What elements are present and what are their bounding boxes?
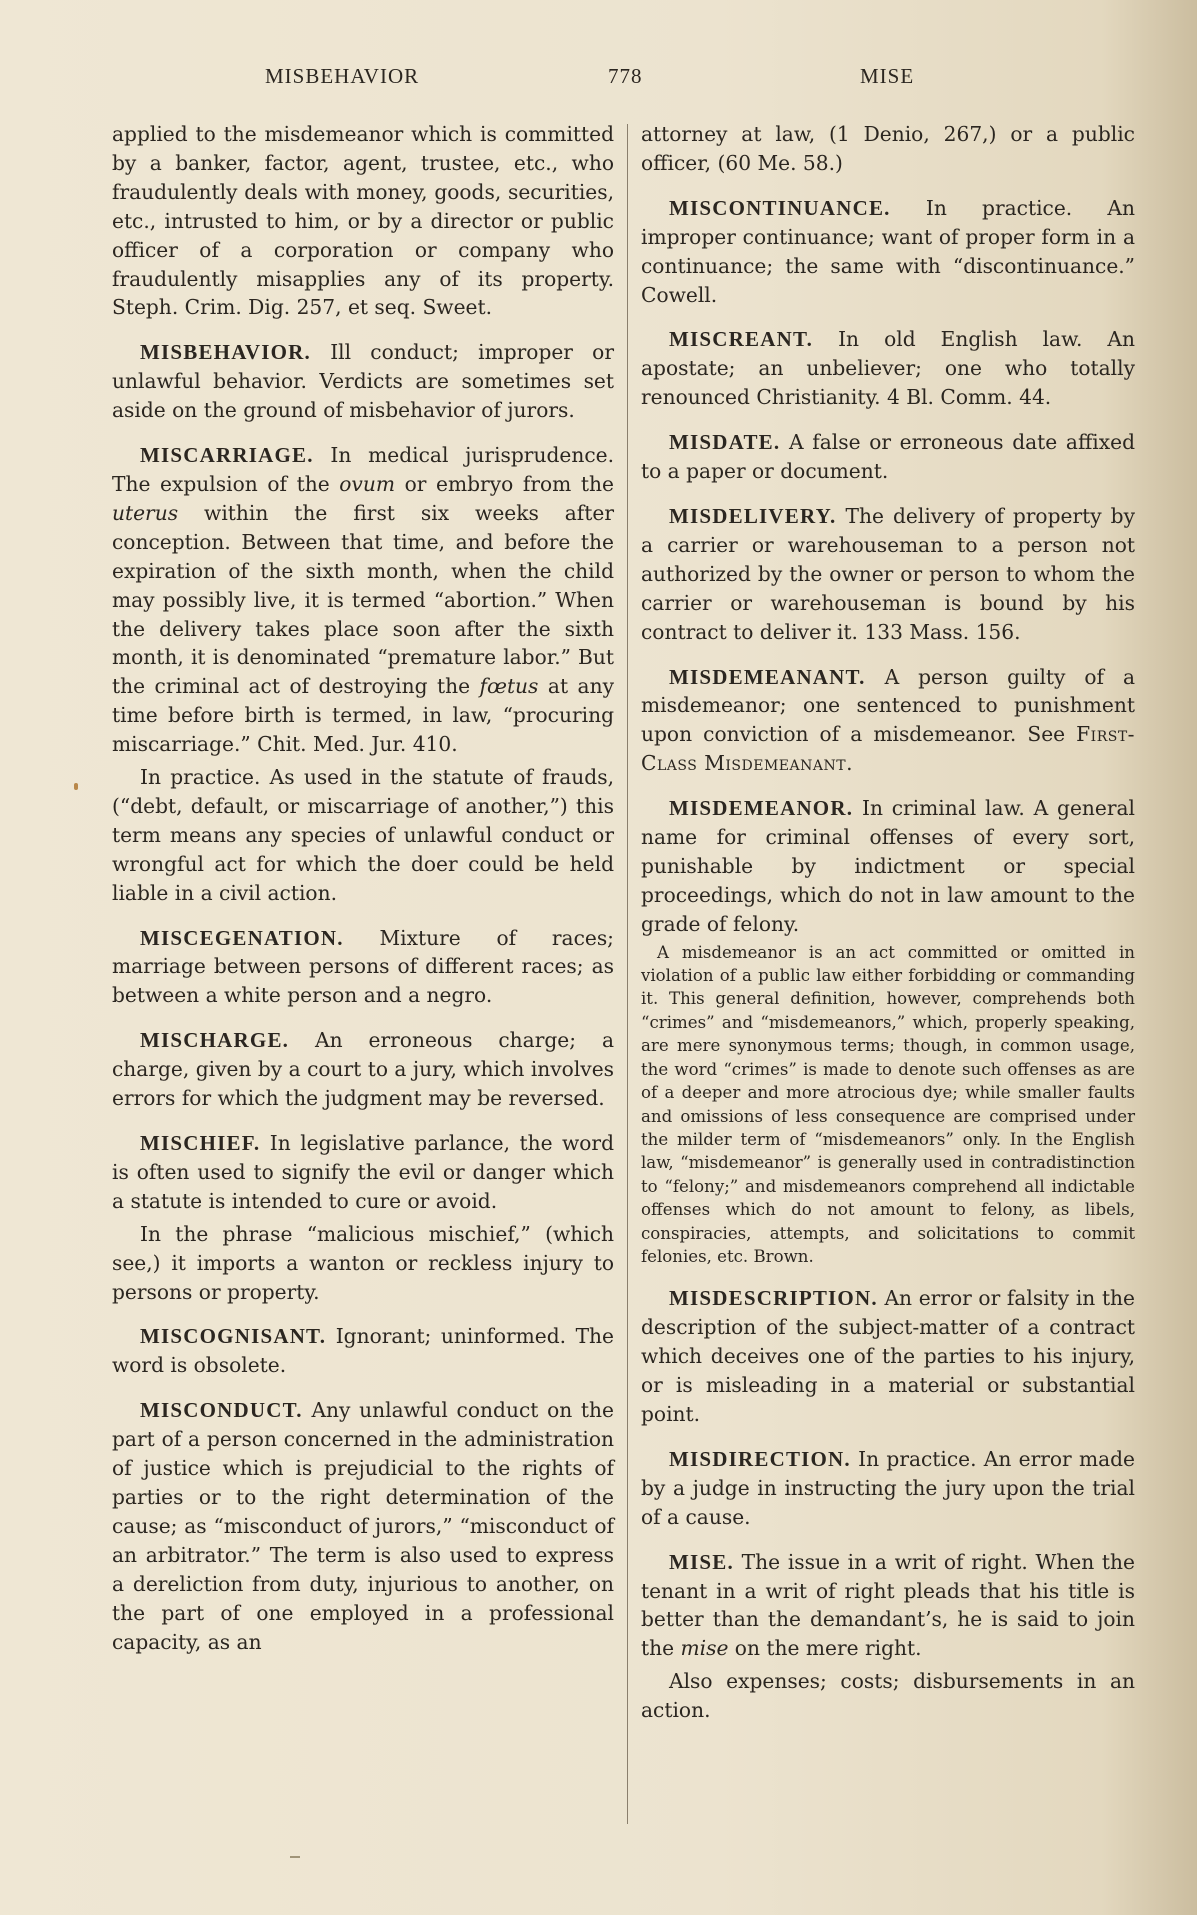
headword: MISDEMEANOR. xyxy=(669,796,854,821)
definition: or embryo from the xyxy=(394,471,614,496)
note-small-print: A misdemeanor is an act committed or omitted in violation of a public law either forbidding or commanding it. This general definition, however, comprehends both “crimes” and “misdemeanors,” which, properly speaking, are mere synonymous terms; though, in common usage, the word “crimes” is made to denote such offenses as are of a deeper and more atrocious dye; while smaller faults and omissions of less consequence are comprised under the milder term of “misdemeanors” only. In the English law, “misdemeanor” is generally used in contradistinction to “felony;” and misdemeanors comprehend all indictable offenses which do not amount to felony, as libels, conspiracies, attempts, and solicitations to commit felonies, etc. Brown. xyxy=(641,942,1135,1266)
definition: In medical jurisprudence. The expulsion of the xyxy=(112,443,614,496)
definition: A false or erroneous date affixed to a paper or document. xyxy=(641,430,1135,484)
headword: MISCREANT. xyxy=(669,327,814,352)
definition: Mixture of races; marriage between persons of different races; as between a white person and a negro. xyxy=(112,925,614,1008)
entry-misdelivery xyxy=(641,502,1135,647)
entry-miscontinuance xyxy=(641,194,1135,310)
entry-misconduct xyxy=(112,1396,614,1656)
entry-miscreant xyxy=(641,325,1135,412)
entry-continuation xyxy=(112,120,614,322)
definition: The delivery of property by a carrier or warehouseman to a person not authorized by the owner or person to whom the carrier or warehouseman is bound by his contract to deliver it. 133 Mass. 156. xyxy=(641,503,1135,644)
page-number: 778 xyxy=(608,64,643,88)
headword: MISCARRIAGE. xyxy=(140,443,314,468)
italic-term: mise xyxy=(680,1636,729,1661)
entry-miscarriage xyxy=(112,441,614,908)
italic-term: uterus xyxy=(112,500,179,525)
definition: In practice. An improper continuance; want of proper form in a continuance; the same with “discontinuance.” Cowell. xyxy=(641,195,1136,307)
header-left-guide-word: MISBEHAVIOR xyxy=(265,64,420,88)
entry-misdemeanor xyxy=(641,794,1135,1268)
sub-definition: In the phrase “malicious mischief,” (which see,) it imports a wanton or reckless injury to persons or property. xyxy=(112,1221,614,1304)
definition: In practice. An error made by a judge in instructing the jury upon the trial of a cause. xyxy=(641,1446,1135,1529)
definition: In legislative parlance, the word is often used to signify the evil or danger which a statute is intended to cure or avoid. xyxy=(112,1131,614,1213)
italic-term: ovum xyxy=(339,471,395,496)
entry-mischarge xyxy=(112,1026,614,1113)
sub-definition: Also expenses; costs; disbursements in an action. xyxy=(641,1669,1135,1723)
headword: MISE. xyxy=(669,1549,734,1574)
ink-spot xyxy=(74,783,78,790)
headword: MISCOGNISANT. xyxy=(140,1324,327,1349)
headword: MISDELIVERY. xyxy=(669,503,837,528)
definition: Any unlawful conduct on the part of a person concerned in the administration of justice which is prejudicial to the rights of parties or to the right determination of the cause; as “misconduct of jurors,” “misconduct of an arbitrator.” The term is also used to express a dereliction from duty, injurious to another, on the part of one employed in a professional capacity, as an xyxy=(112,1398,614,1654)
definition: at any time before birth is termed, in law, “procuring miscarriage.” Chit. Med. Jur. 410. xyxy=(112,674,614,757)
headword: MISDESCRIPTION. xyxy=(669,1286,878,1311)
headword: MISDIRECTION. xyxy=(669,1446,851,1471)
definition: The issue in a writ of right. When the tenant in a writ of right pleads that his title is better than the demandant’s, he is said to join the xyxy=(641,1549,1135,1661)
page-mark xyxy=(290,1856,300,1858)
sub-definition: In practice. As used in the statute of frauds, (“debt, default, or miscarriage of another,”) this term means any species of unlawful conduct or wrongful act for which the doer could be held liable in a civil action. xyxy=(112,765,614,905)
headword: MISCHARGE. xyxy=(140,1028,290,1053)
definition: Ill conduct; improper or unlawful behavior. Verdicts are sometimes set aside on the ground of misbehavior of jurors. xyxy=(112,340,614,423)
entry-continuation xyxy=(641,120,1135,178)
entry-miscegenation xyxy=(112,924,614,1011)
definition: In old English law. An apostate; an unbeliever; one who totally renounced Christianity. 4 Bl. Comm. 44. xyxy=(641,327,1135,410)
column-divider xyxy=(627,124,628,1824)
entry-mischief xyxy=(112,1129,614,1306)
definition: In criminal law. A general name for criminal offenses of every sort, punishable by indictment or special proceedings, which do not in law amount to the grade of felony. xyxy=(641,796,1135,936)
continuation-text: applied to the misdemeanor which is committed by a banker, factor, agent, trustee, etc., who fraudulently deals with money, goods, securities, etc., intrusted to him, or by a director or public officer of a corporation or company who fraudulently misapplies any of its property. Steph. Crim. Dig. 257, et seq. Sweet. xyxy=(112,122,614,320)
entry-misdescription xyxy=(641,1284,1135,1429)
definition: Ignorant; uninformed. The word is obsolete. xyxy=(112,1324,615,1378)
headword: MISCONTINUANCE. xyxy=(669,195,891,220)
entry-misbehavior xyxy=(112,338,614,425)
running-header xyxy=(0,64,1197,94)
definition: within the first six weeks after conception. Between that time, and before the expiration of the sixth month, when the child may possibly live, it is termed “abortion.” When the delivery takes place soon after the sixth month, it is denominated “premature labor.” But the criminal act of destroying the xyxy=(112,500,614,699)
right-column xyxy=(641,120,1135,1741)
italic-term: fœtus xyxy=(479,674,539,699)
cross-reference: First-Class Misdemeanant xyxy=(641,722,1135,776)
headword: MISDATE. xyxy=(669,430,781,455)
entry-misdemeanant xyxy=(641,663,1135,779)
headword: MISCONDUCT. xyxy=(140,1398,303,1423)
entry-miscognisant xyxy=(112,1322,614,1380)
definition: A person guilty of a misdemeanor; one sentenced to punishment upon conviction of a misdemeanor. See xyxy=(641,664,1135,747)
definition: An error or falsity in the description of the subject-matter of a contract which deceives one of the parties to his injury, or is misleading in a material or substantial point. xyxy=(641,1286,1136,1426)
headword: MISBEHAVIOR. xyxy=(140,340,311,365)
punctuation: . xyxy=(846,751,853,776)
left-column xyxy=(112,120,614,1672)
headword: MISCEGENATION. xyxy=(140,925,344,950)
entry-misdirection xyxy=(641,1445,1135,1532)
definition: on the mere right. xyxy=(728,1636,922,1661)
entry-mise xyxy=(641,1548,1135,1725)
entry-misdate xyxy=(641,428,1135,486)
continuation-text: attorney at law, (1 Denio, 267,) or a public officer, (60 Me. 58.) xyxy=(641,122,1135,175)
definition: An erroneous charge; a charge, given by a court to a jury, which involves errors for which the judgment may be reversed. xyxy=(112,1028,614,1111)
headword: MISDEMEANANT. xyxy=(669,664,866,689)
header-right-guide-word: MISE xyxy=(860,64,915,88)
headword: MISCHIEF. xyxy=(140,1131,261,1155)
